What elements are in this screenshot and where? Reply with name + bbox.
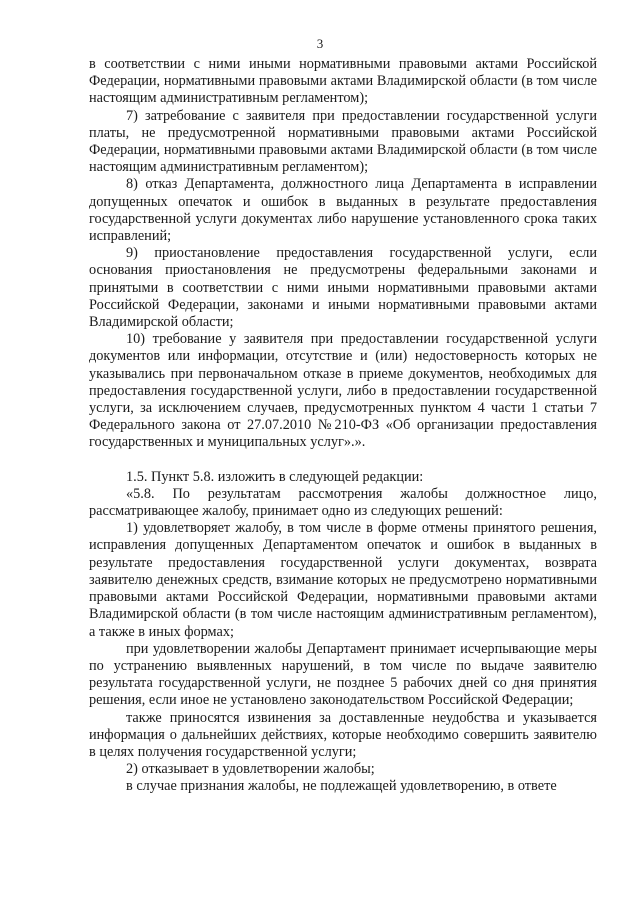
page-number: 3	[316, 36, 324, 51]
paragraph-rejection-case: в случае признания жалобы, не подлежащей удовлетворению, в ответе	[126, 778, 557, 795]
paragraph-continuation: в соответствии с ними иными нормативными правовыми актами Российской Федерации, нормативными правовыми актами Владимирской области (в том числе настоящим административным регламентом);	[89, 56, 597, 107]
paragraph-item-7: 7) затребование с заявителя при предоставлении государственной услуги платы, не предусмотренной нормативными правовыми актами Российской Федерации, нормативными правовыми актами Владимирской области (в том числе настоящим административным регламентом);	[89, 107, 597, 176]
paragraph-point-5-8: «5.8. По результатам рассмотрения жалобы должностное лицо, рассматривающее жалобу, принимает одно из следующих решений:	[89, 485, 597, 520]
paragraph-apology: также приносятся извинения за доставленные неудобства и указывается информация о дальнейших действиях, которые необходимо совершить заявителю в целях получения государственной услуги;	[89, 709, 597, 760]
paragraph-item-10: 10) требование у заявителя при предоставлении государственной услуги документов или информации, отсутствие и (или) недостоверность которых не указывались при первоначальном отказе в приеме документов, необходимых для предоставления государственной услуги, либо в предоставлении государственной услуги, за исключением случаев, предусмотренных пунктом 4 части 1 статьи 7 Федерального закона от 27.07.2010 №210-ФЗ «Об организации предоставления государственных и муниципальных услуг».».	[89, 331, 597, 451]
paragraph-decision-1: 1) удовлетворяет жалобу, в том числе в форме отмены принятого решения, исправления допущенных Департаментом опечаток и ошибок в выданных в результате предоставления государственной услуги документах, возврата заявителю денежных средств, взимание которых не предусмотрено нормативными правовыми актами Российской Федерации, нормативными правовыми актами Владимирской области (в том числе настоящим административным регламентом), а также в иных формах;	[89, 520, 597, 640]
paragraph-item-9: 9) приостановление предоставления государственной услуги, если основания приостановления не предусмотрены федеральными законами и принятыми в соответствии с ними иными нормативными правовыми актами Российской Федерации, законами и иными нормативными правовыми актами Владимирской области;	[89, 245, 597, 331]
document-body	[89, 56, 597, 796]
paragraph-remedy-measures: при удовлетворении жалобы Департамент принимает исчерпывающие меры по устранению выявленных нарушений, в том числе по выдаче заявителю результата государственной услуги, не позднее 5 рабочих дней со дня принятия решения, если иное не установлено законодательством Российской Федерации;	[89, 640, 597, 709]
paragraph-decision-2: 2) отказывает в удовлетворении жалобы;	[126, 761, 375, 778]
paragraph-item-8: 8) отказ Департамента, должностного лица Департамента в исправлении допущенных опечаток и ошибок в выданных в результате предоставления государственной услуги документах либо нарушение установленного срока таких исправлений;	[89, 176, 597, 245]
paragraph-section-1-5: 1.5. Пункт 5.8. изложить в следующей редакции:	[126, 468, 424, 485]
paragraph-gap	[89, 452, 597, 469]
